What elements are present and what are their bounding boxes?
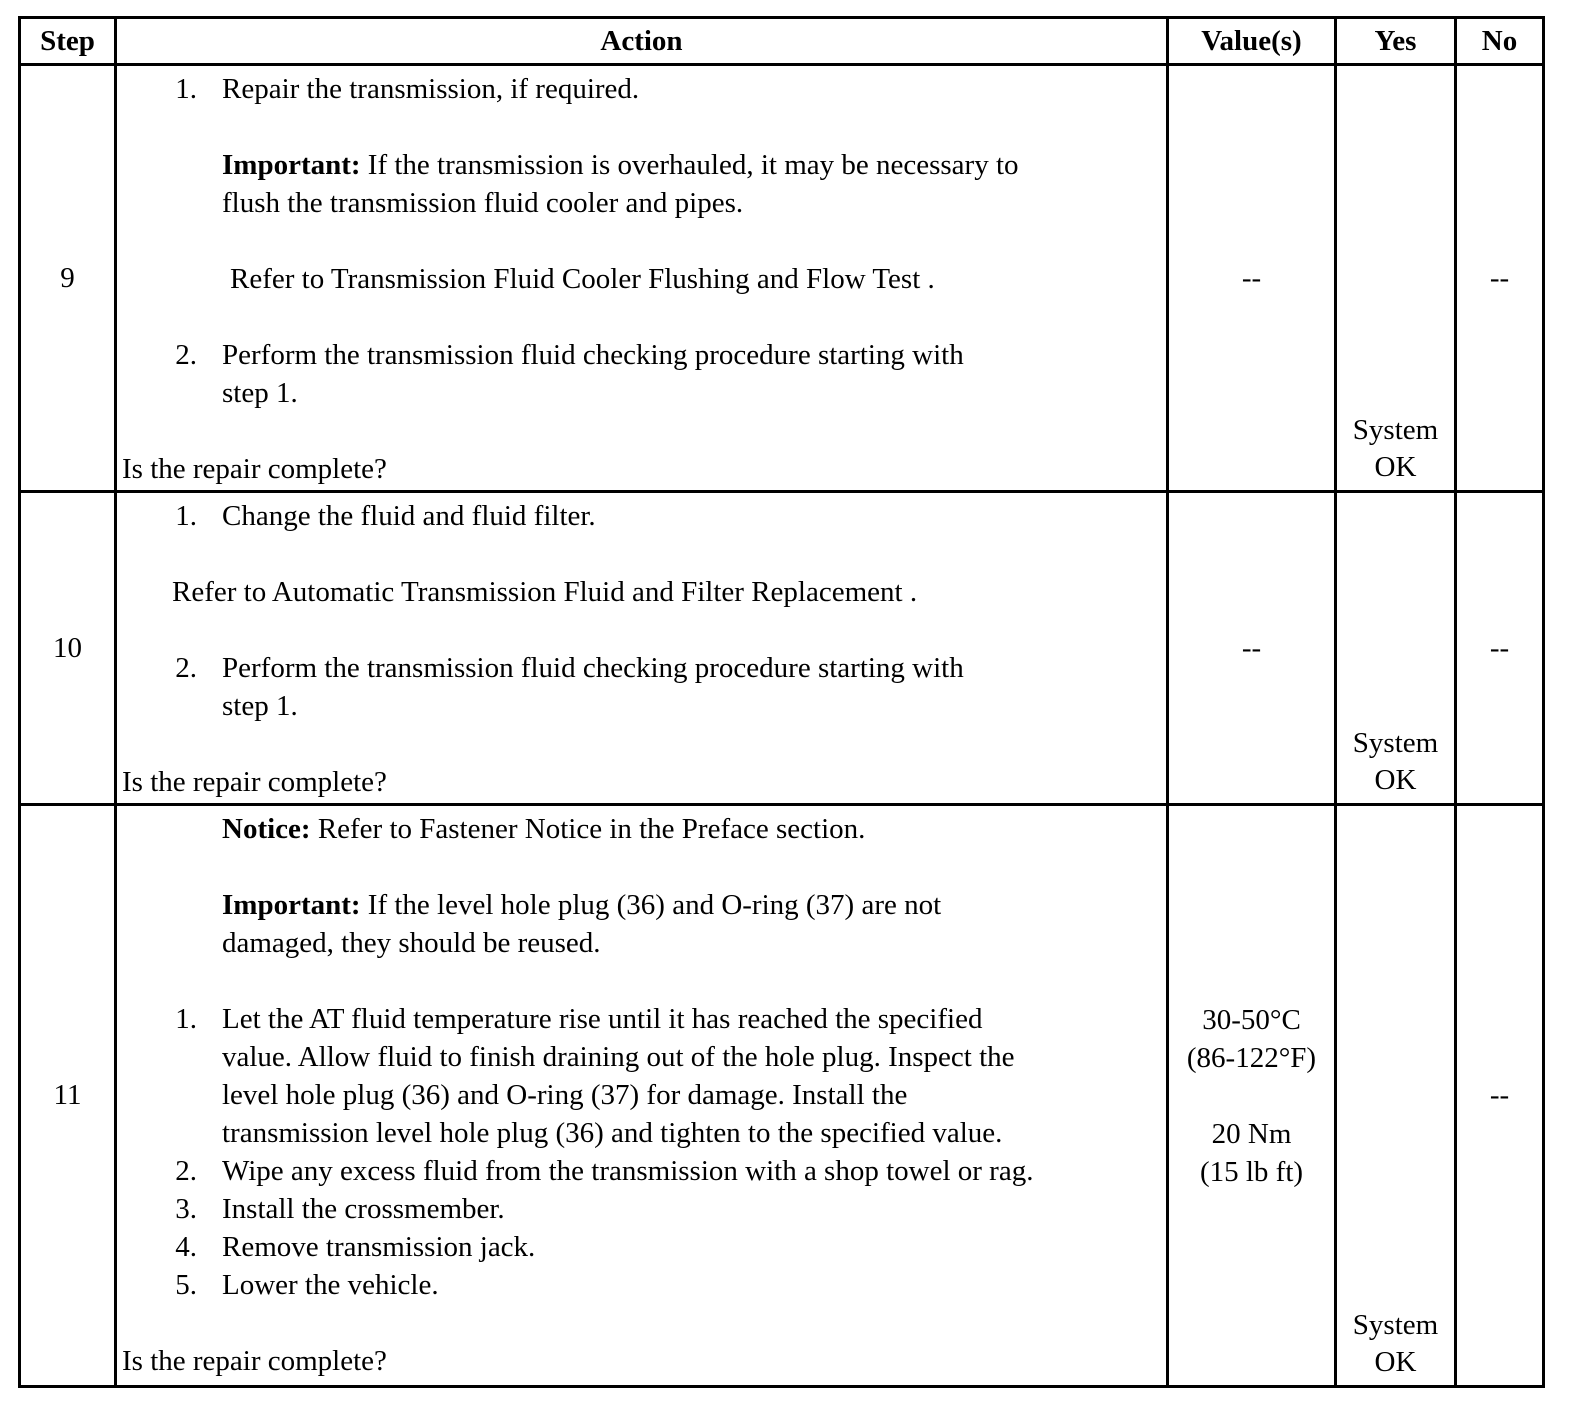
torque-value-lbft: (15 lb ft) — [1199, 1155, 1304, 1188]
procedure-table — [18, 16, 1545, 1388]
header-no: No — [1456, 18, 1544, 65]
temperature-value-f: (86-122°F) — [1186, 1041, 1317, 1074]
values-cell: -- — [1168, 65, 1336, 492]
header-step: Step — [20, 18, 116, 65]
important-note: Important: If the transmission is overhauled, it may be necessary to — [222, 149, 1019, 181]
yes-cell: System OK — [1336, 65, 1456, 492]
values-cell: -- — [1168, 492, 1336, 805]
question: Is the repair complete? — [122, 1345, 387, 1377]
step-number: 9 — [20, 65, 116, 492]
torque-value: 20 Nm — [1211, 1117, 1292, 1150]
step-number: 10 — [20, 492, 116, 805]
no-cell: -- — [1456, 65, 1544, 492]
reference-link-text: Refer to Automatic Transmission Fluid and Filter Replacement . — [172, 576, 918, 608]
yes-cell: System OK — [1336, 805, 1456, 1387]
notice-note: Notice: Refer to Fastener Notice in the Preface section. — [222, 813, 866, 845]
table-row-step-11 — [20, 805, 1544, 1387]
temperature-value: 30-50°C — [1202, 1003, 1301, 1036]
step-number: 11 — [20, 805, 116, 1387]
reference-link-text: Refer to Transmission Fluid Cooler Flushing and Flow Test . — [230, 263, 935, 295]
table-row-step-10 — [20, 492, 1544, 805]
important-note: Important: If the level hole plug (36) and O-ring (37) are not — [222, 889, 942, 921]
question: Is the repair complete? — [122, 766, 387, 798]
action-cell: Notice: Refer to Fastener Notice in the Preface section. Important: If the level hole plug (36) and O-ring (37) are not damaged, they should be reused. 1. Let the AT fluid temperature rise until it has reached the specified value. Allow fluid to finish draining out of the hole plug. Inspect the level hole plug (36) and O-ring (37) for damage. Install the transmission level hole plug (36) and tighten to the specified value. 2. Wipe any excess fluid from the transmission with a shop towel or rag. 3. Install the crossmember. 4. Remove transmission jack. 5. Lower the vehicle. Is the repair complete? — [116, 805, 1168, 1387]
action-cell: 1. Change the fluid and fluid filter. Refer to Automatic Transmission Fluid and Filter Replacement . 2. Perform the transmission fluid checking procedure starting with step 1. Is the repair complete? — [116, 492, 1168, 805]
values-cell — [1168, 805, 1336, 1387]
header-values: Value(s) — [1168, 18, 1336, 65]
yes-cell: System OK — [1336, 492, 1456, 805]
no-cell: -- — [1456, 492, 1544, 805]
no-cell: -- — [1456, 805, 1544, 1387]
header-yes: Yes — [1336, 18, 1456, 65]
header-action: Action — [116, 18, 1168, 65]
table-row-step-9 — [20, 65, 1544, 492]
action-cell: 1. Repair the transmission, if required. Important: If the transmission is overhauled, it may be necessary to flush the transmission fluid cooler and pipes. Refer to Transmission Fluid Cooler Flushing and Flow Test . 2. Perform the transmission fluid checking procedure starting with step 1. Is the repair complete? — [116, 65, 1168, 492]
header-row — [20, 18, 1544, 65]
question: Is the repair complete? — [122, 453, 387, 485]
